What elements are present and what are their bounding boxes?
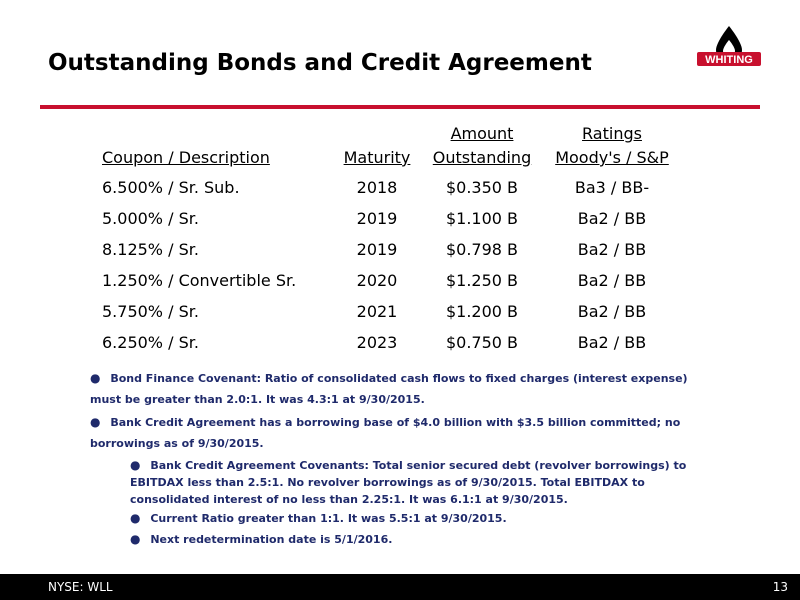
footer-bar — [0, 574, 800, 600]
cell-description: 6.500% / Sr. Sub. — [102, 178, 240, 197]
note-bank-agreement-text: Bank Credit Agreement has a borrowing base of $4.0 billion with $3.5 billion committed; no borrowings as of 9/30/2015. — [90, 416, 681, 450]
cell-description: 6.250% / Sr. — [102, 333, 199, 352]
cell-maturity: 2020 — [356, 271, 398, 290]
header-amount — [422, 122, 542, 172]
logo-text: WHITING — [705, 54, 753, 66]
note-current-ratio — [90, 508, 720, 529]
page-number: 13 — [772, 580, 788, 594]
cell-maturity: 2019 — [356, 209, 398, 228]
bullet-icon: ● — [130, 458, 141, 472]
cell-description: 8.125% / Sr. — [102, 240, 199, 259]
cell-amount: $0.750 B — [445, 333, 519, 352]
cell-maturity: 2018 — [356, 178, 398, 197]
whiting-logo — [695, 24, 763, 74]
cell-amount: $1.200 B — [445, 302, 519, 321]
cell-ratings: Ba2 / BB — [577, 302, 647, 321]
cell-description: 5.750% / Sr. — [102, 302, 199, 321]
cell-ratings: Ba2 / BB — [577, 333, 647, 352]
cell-amount: $1.100 B — [445, 209, 519, 228]
table-row — [92, 172, 682, 203]
title-divider — [40, 105, 760, 109]
bullet-icon: ● — [90, 371, 101, 385]
header-ratings-line1: Ratings — [582, 124, 642, 143]
cell-ratings: Ba2 / BB — [577, 240, 647, 259]
cell-description: 1.250% / Convertible Sr. — [102, 271, 297, 290]
header-maturity: Maturity — [343, 148, 411, 167]
note-bond-covenant-text: Bond Finance Covenant: Ratio of consolidated cash flows to fixed charges (interest expense) must be greater than 2.0:1. It was 4.3:1 at 9/30/2015. — [90, 372, 688, 406]
cell-ratings: Ba2 / BB — [577, 209, 647, 228]
table-row — [92, 296, 682, 327]
footer-ticker: NYSE: WLL — [48, 580, 113, 594]
note-bond-covenant — [90, 368, 720, 410]
cell-description: 5.000% / Sr. — [102, 209, 199, 228]
note-redetermination — [90, 529, 720, 550]
table-header-row — [92, 122, 682, 172]
table-row — [92, 327, 682, 358]
header-amount-line1: Amount — [450, 124, 514, 143]
table-row — [92, 203, 682, 234]
note-redetermination-text: Next redetermination date is 5/1/2016. — [150, 533, 393, 546]
header-ratings-line2: Moody's / S&P — [555, 148, 669, 167]
bullet-icon: ● — [130, 511, 141, 525]
cell-maturity: 2023 — [356, 333, 398, 352]
table-row — [92, 234, 682, 265]
note-current-ratio-text: Current Ratio greater than 1:1. It was 5.5:1 at 9/30/2015. — [150, 512, 507, 525]
cell-amount: $0.798 B — [445, 240, 519, 259]
cell-maturity: 2021 — [356, 302, 398, 321]
slide-title: Outstanding Bonds and Credit Agreement — [48, 50, 592, 76]
bullet-icon: ● — [130, 532, 141, 546]
note-bank-covenants-text: Bank Credit Agreement Covenants: Total senior secured debt (revolver borrowings) to EBITDAX less than 2.5:1. No revolver borrowings as of 9/30/2015. Total EBITDAX to consolidated interest of no less than 2.25:1. It was 6.1:1 at 9/30/2015. — [130, 459, 687, 506]
note-bank-agreement — [90, 412, 720, 454]
cell-ratings: Ba3 / BB- — [574, 178, 650, 197]
covenant-notes — [90, 368, 720, 550]
bonds-table — [92, 122, 682, 358]
header-description: Coupon / Description — [102, 148, 270, 167]
header-ratings — [542, 122, 682, 172]
header-amount-line2: Outstanding — [432, 148, 532, 167]
cell-amount: $1.250 B — [445, 271, 519, 290]
cell-maturity: 2019 — [356, 240, 398, 259]
table-row — [92, 265, 682, 296]
note-bank-covenants — [90, 457, 720, 508]
bullet-icon: ● — [90, 415, 101, 429]
cell-ratings: Ba2 / BB — [577, 271, 647, 290]
cell-amount: $0.350 B — [445, 178, 519, 197]
